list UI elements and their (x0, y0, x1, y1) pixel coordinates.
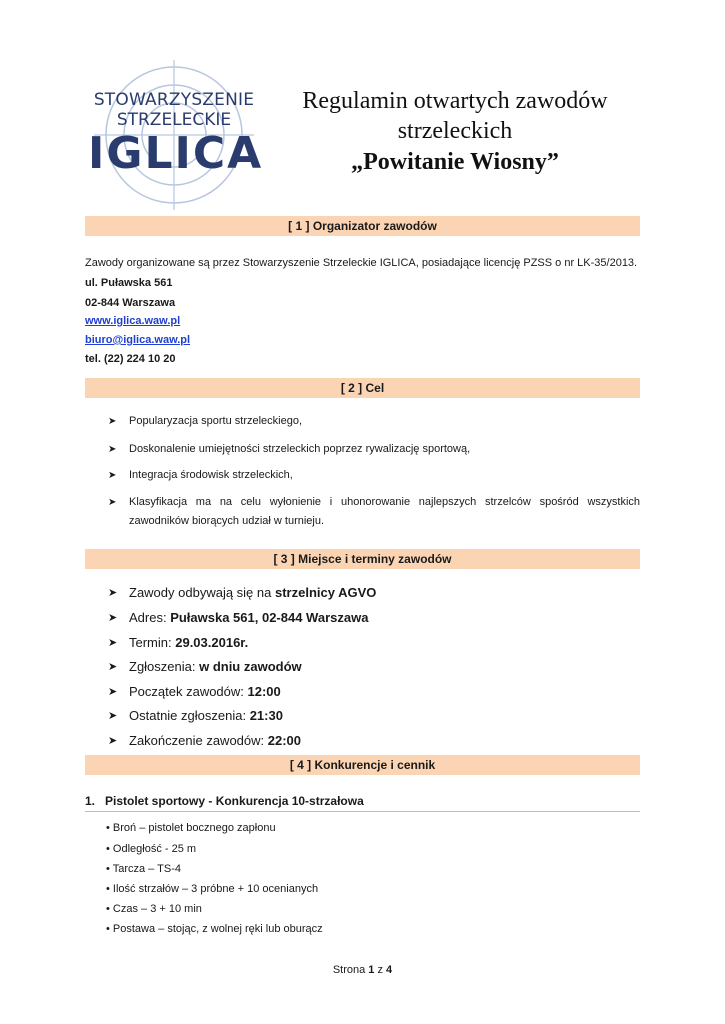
document-page: STOWARZYSZENIE STRZELECKIE IGLICA Regulamin otwartych zawodów strzeleckich „Powitanie Wiosny” [ 1 ] Organizator zawodów Zawody organizowane są przez Stowarzyszenie Strzeleckie IGLICA, posiadające licencję PZSS o nr LK-35/2013. ul. Puławska 561 02-844 Warszawa www.iglica.waw.pl biuro@iglica.waw.pl tel. (22) 224 10 20 [ 2 ] Cel ➤ Popularyzacja sportu strzeleckiego, ➤ Doskonalenie umiejętności strzeleckich poprzez rywalizację sportową, ➤ Integracja środowisk strzeleckich, ➤ Klasyfikacja ma na celu wyłonienie i uhonorowanie najlepszych strzelców spośród wszystkich zawodników biorących udział w turnieju. [ 3 ] Miejsce i terminy zawodów ➤ Zawody odbywają się na strzelnicy AGVO ➤ Adres: Puławska 561, 02-844 Warszawa ➤ Termin: 29.03.2016r. ➤ Zgłoszenia: w dniu zawodów ➤ Początek zawodów: 12:00 ➤ Ostatnie zgłoszenia: 21:30 ➤ Zakończenie zawodów: 22:00 [ 4 ] Konkurencje i cennik 1. Pistolet sportowy - Konkurencja 10-strzałowa • Broń – pistolet bocznego zapłonu • Odległość - 25 m • Tarcza – TS-4 • Ilość strzałów – 3 próbne + 10 ocenianych • Czas – 3 + 10 min • Postawa – stojąc, z wolnej ręki lub oburącz Strona 1 z 4 (0, 0, 725, 1024)
organizer-street: ul. Puławska 561 (85, 277, 173, 289)
organizer-website-link[interactable]: www.iglica.waw.pl (85, 315, 181, 327)
section-header-organizer: [ 1 ] Organizator zawodów (85, 216, 640, 236)
arrow-bullet-icon: ➤ (108, 612, 118, 624)
arrow-bullet-icon: ➤ (108, 497, 117, 508)
arrow-bullet-icon: ➤ (108, 470, 117, 481)
logo-text-main: IGLICA (88, 128, 264, 179)
list-item: • Postawa – stojąc, z wolnej ręki lub oburącz (106, 923, 323, 935)
list-item: • Ilość strzałów – 3 próbne + 10 ocenianych (106, 883, 319, 895)
list-item: • Tarcza – TS-4 (106, 863, 181, 875)
logo-text-line1: STOWARZYSZENIE (93, 90, 255, 110)
list-item: • Broń – pistolet bocznego zapłonu (106, 822, 276, 834)
title-line3: „Powitanie Wiosny” (351, 149, 559, 175)
competition-heading: 1. Pistolet sportowy - Konkurencja 10-strzałowa (85, 793, 640, 812)
section-header-goal: [ 2 ] Cel (85, 378, 640, 398)
document-title (270, 86, 640, 178)
arrow-bullet-icon: ➤ (108, 637, 118, 649)
list-item: • Odległość - 25 m (106, 843, 197, 855)
list-item: • Czas – 3 + 10 min (106, 903, 202, 915)
arrow-bullet-icon: ➤ (108, 735, 118, 747)
organizer-intro: Zawody organizowane są przez Stowarzyszenie Strzeleckie IGLICA, posiadające licencję PZSS o nr LK-35/2013. (85, 257, 638, 269)
arrow-bullet-icon: ➤ (108, 686, 118, 698)
organizer-phone: tel. (22) 224 10 20 (85, 353, 176, 365)
logo-text-line2: STRZELECKIE (116, 110, 232, 130)
arrow-bullet-icon: ➤ (108, 444, 117, 455)
title-line1: Regulamin otwartych zawodów (302, 88, 608, 114)
section-header-competitions: [ 4 ] Konkurencje i cennik (85, 755, 640, 775)
iglica-logo (84, 60, 262, 210)
organizer-city: 02-844 Warszawa (85, 297, 176, 309)
arrow-bullet-icon: ➤ (108, 587, 118, 599)
title-line2: strzeleckich (397, 118, 513, 144)
organizer-email-link[interactable]: biuro@iglica.waw.pl (85, 334, 191, 346)
arrow-bullet-icon: ➤ (108, 416, 117, 427)
arrow-bullet-icon: ➤ (108, 661, 118, 673)
arrow-bullet-icon: ➤ (108, 710, 118, 722)
section-header-place: [ 3 ] Miejsce i terminy zawodów (85, 549, 640, 569)
page-footer: Strona 1 z 4 (332, 964, 393, 976)
